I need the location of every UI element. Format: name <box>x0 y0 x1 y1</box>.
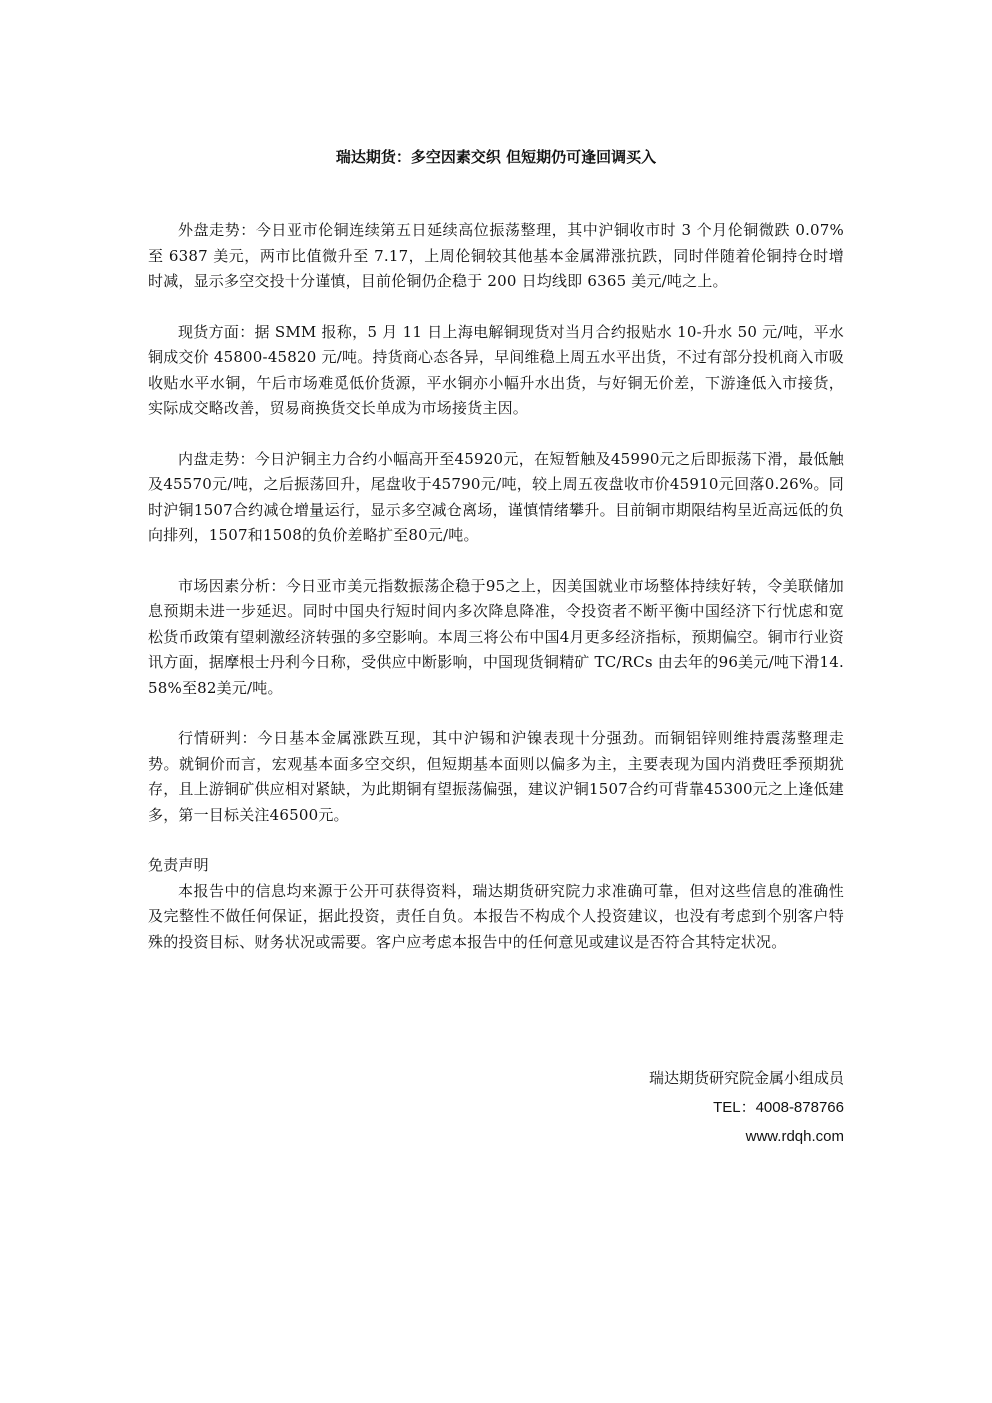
signature-tel: TEL：4008-878766 <box>713 1099 844 1116</box>
document-body <box>148 218 844 955</box>
document-title: 瑞达期货：多空因素交织 但短期仍可逢回调买入 <box>335 148 657 166</box>
paragraph-market-factors: 市场因素分析：今日亚市美元指数振荡企稳于95之上，因美国就业市场整体持续好转，令美联储加息预期未进一步延迟。同时中国央行短时间内多次降息降准，令投资者不断平衡中国经济下行忧虑和宽松货币政策有望刺激经济转强的多空影响。本周三将公布中国4月更多经济指标，预期偏空。铜市行业资讯方面，据摩根士丹利今日称，受供应中断影响，中国现货铜精矿 TC/RCs 由去年的96美元/吨下滑14.58%至82美元/吨。 <box>148 576 844 697</box>
disclaimer-heading: 免责声明 <box>148 856 209 874</box>
signature-block <box>649 1064 844 1151</box>
signature-org: 瑞达期货研究院金属小组成员 <box>648 1069 844 1087</box>
paragraph-domestic-market: 内盘走势：今日沪铜主力合约小幅高开至45920元，在短暂触及45990元之后即振荡下滑，最低触及45570元/吨，之后振荡回升，尾盘收于45790元/吨，较上周五夜盘收市价45910元回落0.26%。同时沪铜1507合约减仓增量运行，显示多空减仓离场，谨慎情绪攀升。目前铜市期限结构呈近高远低的负向排列，1507和1508的负价差略扩至80元/吨。 <box>148 449 844 544</box>
paragraph-outlook: 行情研判：今日基本金属涨跌互现，其中沪锡和沪镍表现十分强劲。而铜铝锌则维持震荡整理走势。就铜价而言，宏观基本面多空交织，但短期基本面则以偏多为主，主要表现为国内消费旺季预期犹存，且上游铜矿供应相对紧缺，为此期铜有望振荡偏强，建议沪铜1507合约可背靠45300元之上逢低建多，第一目标关注46500元。 <box>148 729 844 824</box>
signature-website: www.rdqh.com <box>745 1128 844 1145</box>
paragraph-overseas-market: 外盘走势：今日亚市伦铜连续第五日延续高位振荡整理，其中沪铜收市时 3 个月伦铜微跌 0.07%至 6387 美元，两市比值微升至 7.17，上周伦铜较其他基本金属滞涨抗跌，同时伴随着伦铜持仓时增时减，显示多空交投十分谨慎，目前伦铜仍企稳于 200 日均线即 6365 美元/吨之上。 <box>148 221 844 290</box>
disclaimer-text: 本报告中的信息均来源于公开可获得资料，瑞达期货研究院力求准确可靠，但对这些信息的准确性及完整性不做任何保证，据此投资，责任自负。本报告不构成个人投资建议，也没有考虑到个别客户特殊的投资目标、财务状况或需要。客户应考虑本报告中的任何意见或建议是否符合其特定状况。 <box>148 881 844 951</box>
paragraph-spot-market: 现货方面：据 SMM 报称，5 月 11 日上海电解铜现货对当月合约报贴水 10-升水 50 元/吨，平水铜成交价 45800-45820 元/吨。持货商心态各异，早间维稳上周五水平出货，不过有部分投机商入市吸收贴水平水铜，午后市场难觅低价货源，平水铜亦小幅升水出货，与好铜无价差，下游逢低入市接货，实际成交略改善，贸易商换货交长单成为市场接货主因。 <box>148 322 844 417</box>
